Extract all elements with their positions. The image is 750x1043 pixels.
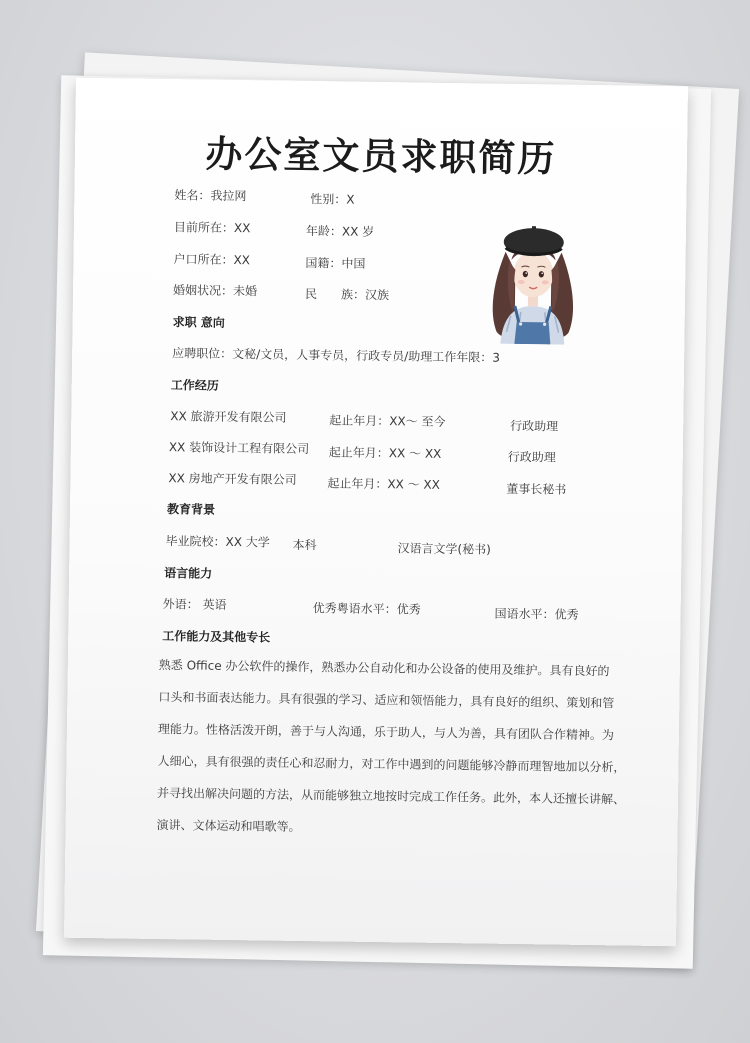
language-cantonese: 优秀粤语水平：优秀 <box>312 601 421 617</box>
nationality-field: 国籍：中国 <box>305 255 366 271</box>
ethnicity-field: 民 族：汉族 <box>304 286 390 303</box>
hukou-field: 户口所在：XX <box>173 252 251 268</box>
experience-company: XX 装饰设计工程有限公司 <box>168 440 310 457</box>
skills-line: 熟悉 Office 办公软件的操作，熟悉办公自动化和办公设备的使用及维护。具有良好的 <box>158 657 610 679</box>
skills-line: 演讲、文体运动和唱歌等。 <box>156 817 301 834</box>
experience-company: XX 旅游开发有限公司 <box>170 409 287 425</box>
gender-field: 性别：X <box>310 192 355 207</box>
location-field: 目前所在：XX <box>173 220 251 236</box>
experience-period: 起止年月：XX～ 至今 <box>329 413 446 429</box>
experience-heading: 工作经历 <box>170 378 219 393</box>
intent-text: 应聘职位：文秘/文员，人事专员，行政专员/助理工作年限：3 <box>172 346 500 365</box>
resume-title: 办公室文员求职简历 <box>205 132 557 181</box>
experience-role: 行政助理 <box>510 418 559 434</box>
avatar-illustration <box>482 211 584 344</box>
experience-company: XX 房地产开发有限公司 <box>168 471 297 487</box>
marital-field: 婚姻状况：未婚 <box>172 283 258 299</box>
experience-role: 行政助理 <box>507 449 556 465</box>
skills-heading: 工作能力及其他专长 <box>162 629 271 645</box>
skills-paragraph <box>156 649 626 847</box>
intent-heading: 求职 意向 <box>172 315 225 330</box>
experience-role: 董事长秘书 <box>506 481 567 497</box>
skills-line: 理能力。性格活泼开朗，善于与人沟通，乐于助人，与人为善，具有团队合作精神。为 <box>157 721 615 743</box>
education-degree: 本科 <box>292 537 317 553</box>
language-mandarin: 国语水平：优秀 <box>494 606 579 622</box>
language-foreign: 外语： 英语 <box>162 597 227 612</box>
education-school: 毕业院校：XX 大学 <box>165 534 270 550</box>
skills-line: 并寻找出解决问题的方法，从而能够独立地按时完成工作任务。此外，本人还擅长讲解、 <box>156 785 626 807</box>
resume-sheet <box>64 78 688 946</box>
skills-line: 人细心，具有很强的责任心和忍耐力，对工作中遇到的问题能够冷静而理智地加以分析， <box>157 753 626 775</box>
name-field: 姓名：我拉网 <box>174 188 247 204</box>
experience-period: 起止年月：XX ～ XX <box>327 476 440 492</box>
experience-period: 起止年月：XX ～ XX <box>328 445 442 461</box>
education-major: 汉语言文学(秘书) <box>397 541 491 557</box>
education-heading: 教育背景 <box>166 502 216 517</box>
language-heading: 语言能力 <box>164 566 213 581</box>
skills-line: 口头和书面表达能力。具有很强的学习、适应和领悟能力，具有良好的组织、策划和管 <box>158 689 615 711</box>
age-field: 年龄：XX 岁 <box>305 223 375 239</box>
